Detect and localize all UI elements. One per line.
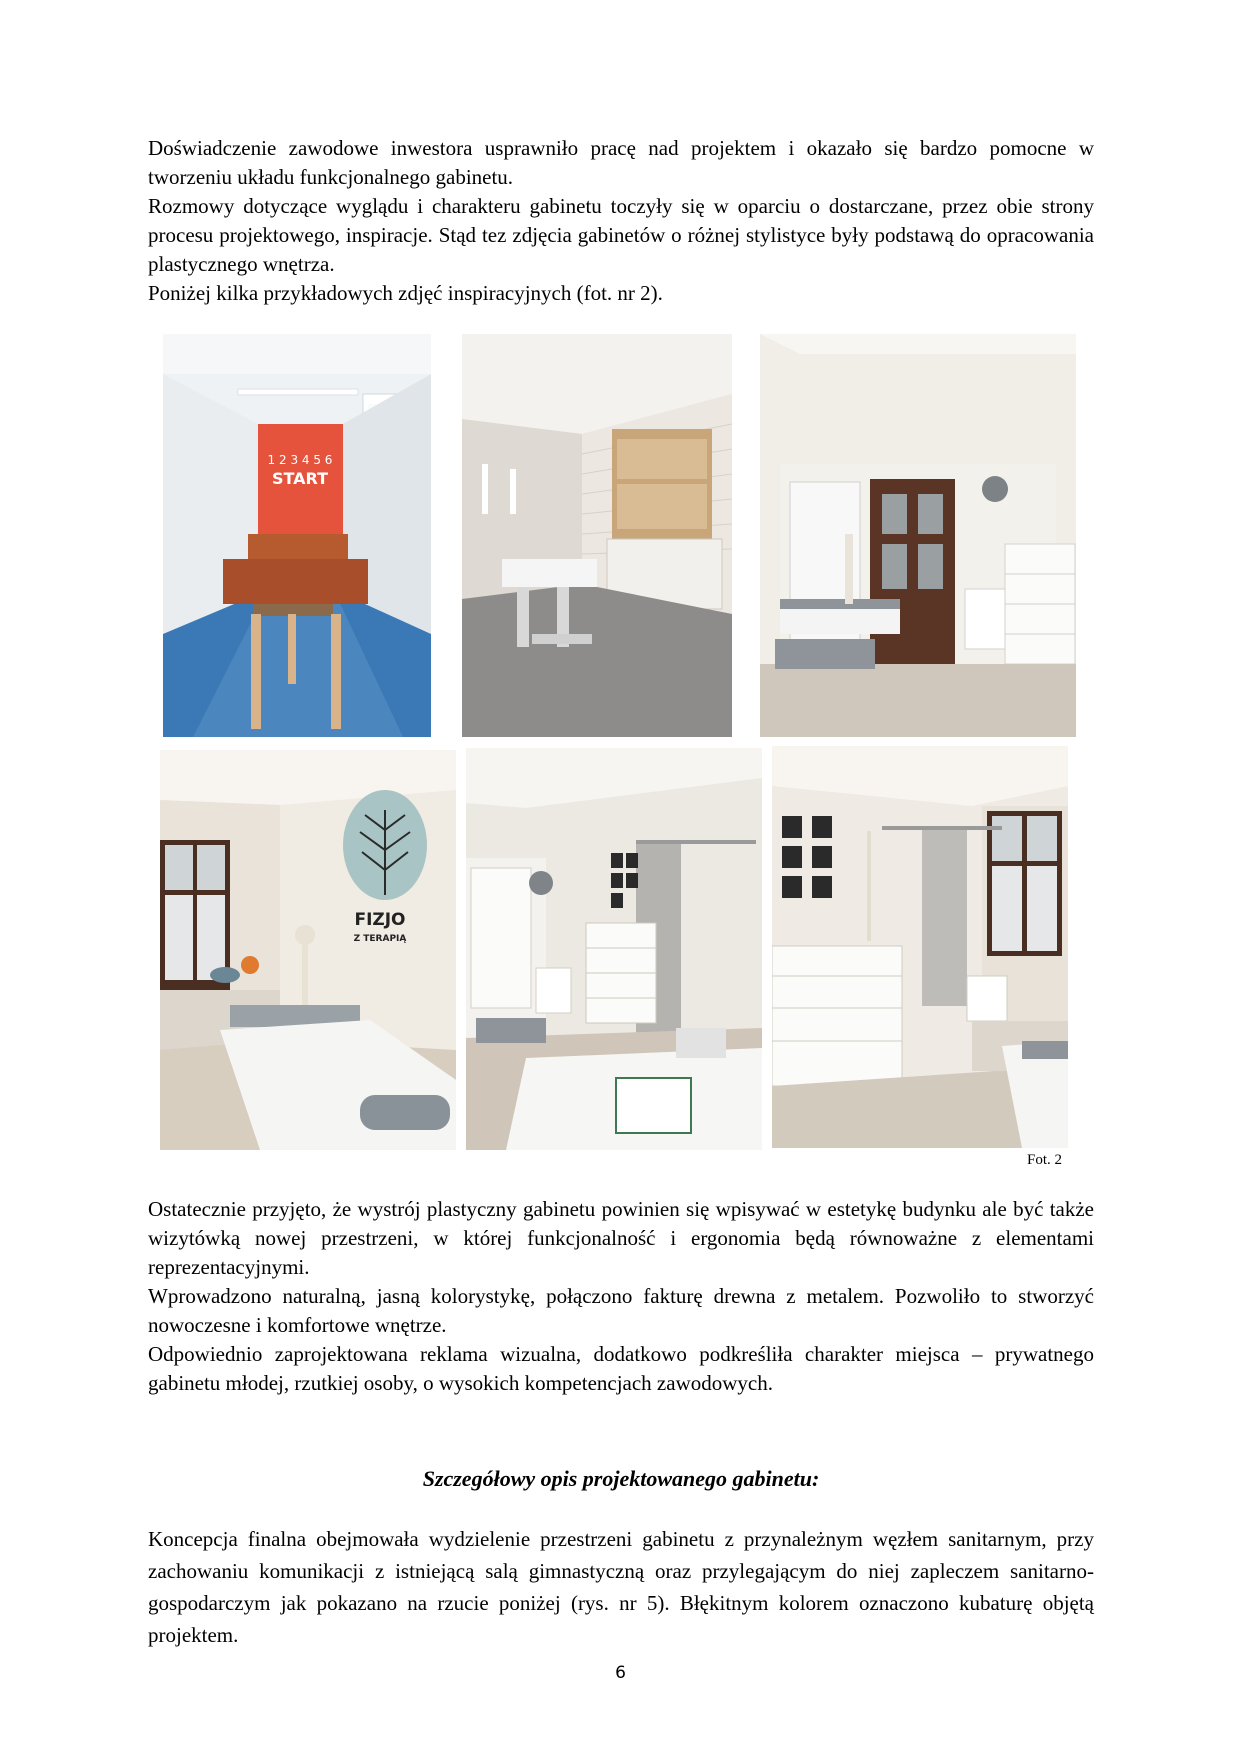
fizjo-title: FIZJO — [354, 910, 406, 930]
intro-paragraph-1: Doświadczenie zawodowe inwestora usprawniło pracę nad projektem i okazało się bardzo pomocne w tworzeniu układu funkcjonalnego gabinetu. — [148, 136, 1094, 189]
inspiration-photo-fizjo-room — [160, 750, 456, 1150]
intro-text — [148, 134, 1094, 308]
page-number: 6 — [615, 1663, 626, 1683]
details-paragraph: Koncepcja finalna obejmowała wydzielenie przestrzeni gabinetu z przynależnym węzłem sanitarnym, przy zachowaniu komunikacji z istniejącą salą gimnastyczną oraz przylegającym do niej zapleczem sanitarno-gospodarczym jak pokazano na rzucie poniżej (rys. nr 5). Błękitnym kolorem oznaczono kubaturę objętą projektem. — [148, 1527, 1094, 1647]
start-numbers: 1 2 3 4 5 6 — [267, 453, 333, 467]
inspiration-photo-brick-room — [462, 334, 732, 737]
closing-text — [148, 1195, 1094, 1398]
start-word: START — [271, 469, 329, 488]
inspiration-photo-start-room — [163, 334, 431, 737]
photo-caption: Fot. 2 — [1027, 1152, 1063, 1168]
intro-paragraph-3: Poniżej kilka przykładowych zdjęć inspiracyjnych (fot. nr 2). — [148, 281, 663, 305]
closing-paragraph-1: Ostatecznie przyjęto, że wystrój plastyczny gabinetu powinien się wpisywać w estetykę budynku ale być także wizytówką nowej przestrzeni, w której funkcjonalność i ergonomia będą równoważne z elementami reprezentacyjnymi. — [148, 1197, 1094, 1279]
intro-paragraph-2: Rozmowy dotyczące wyglądu i charakteru gabinetu toczyły się w oparciu o dostarczane, przez obie strony procesu projektowego, inspiracje. Stąd tez zdjęcia gabinetów o różnej stylistyce były podstawą do opracowania plastycznego wnętrza. — [148, 194, 1094, 276]
section-title: Szczegółowy opis projektowanego gabinetu: — [422, 1466, 820, 1491]
inspiration-photo-curtain-room — [466, 748, 762, 1150]
closing-paragraph-3: Odpowiednio zaprojektowana reklama wizualna, dodatkowo podkreśliła charakter miejsca – prywatnego gabinetu młodej, rzutkiej osoby, o wysokich kompetencjach zawodowych. — [148, 1342, 1094, 1395]
details-text — [148, 1523, 1094, 1651]
fizjo-subtitle: Z TERAPIĄ — [353, 934, 407, 944]
closing-paragraph-2: Wprowadzono naturalną, jasną kolorystykę, połączono fakturę drewna z metalem. Pozwoliło to stworzyć nowoczesne i komfortowe wnętrze. — [148, 1284, 1094, 1337]
inspiration-photo-door-room — [760, 334, 1076, 737]
inspiration-photo-spine-room — [772, 746, 1068, 1148]
